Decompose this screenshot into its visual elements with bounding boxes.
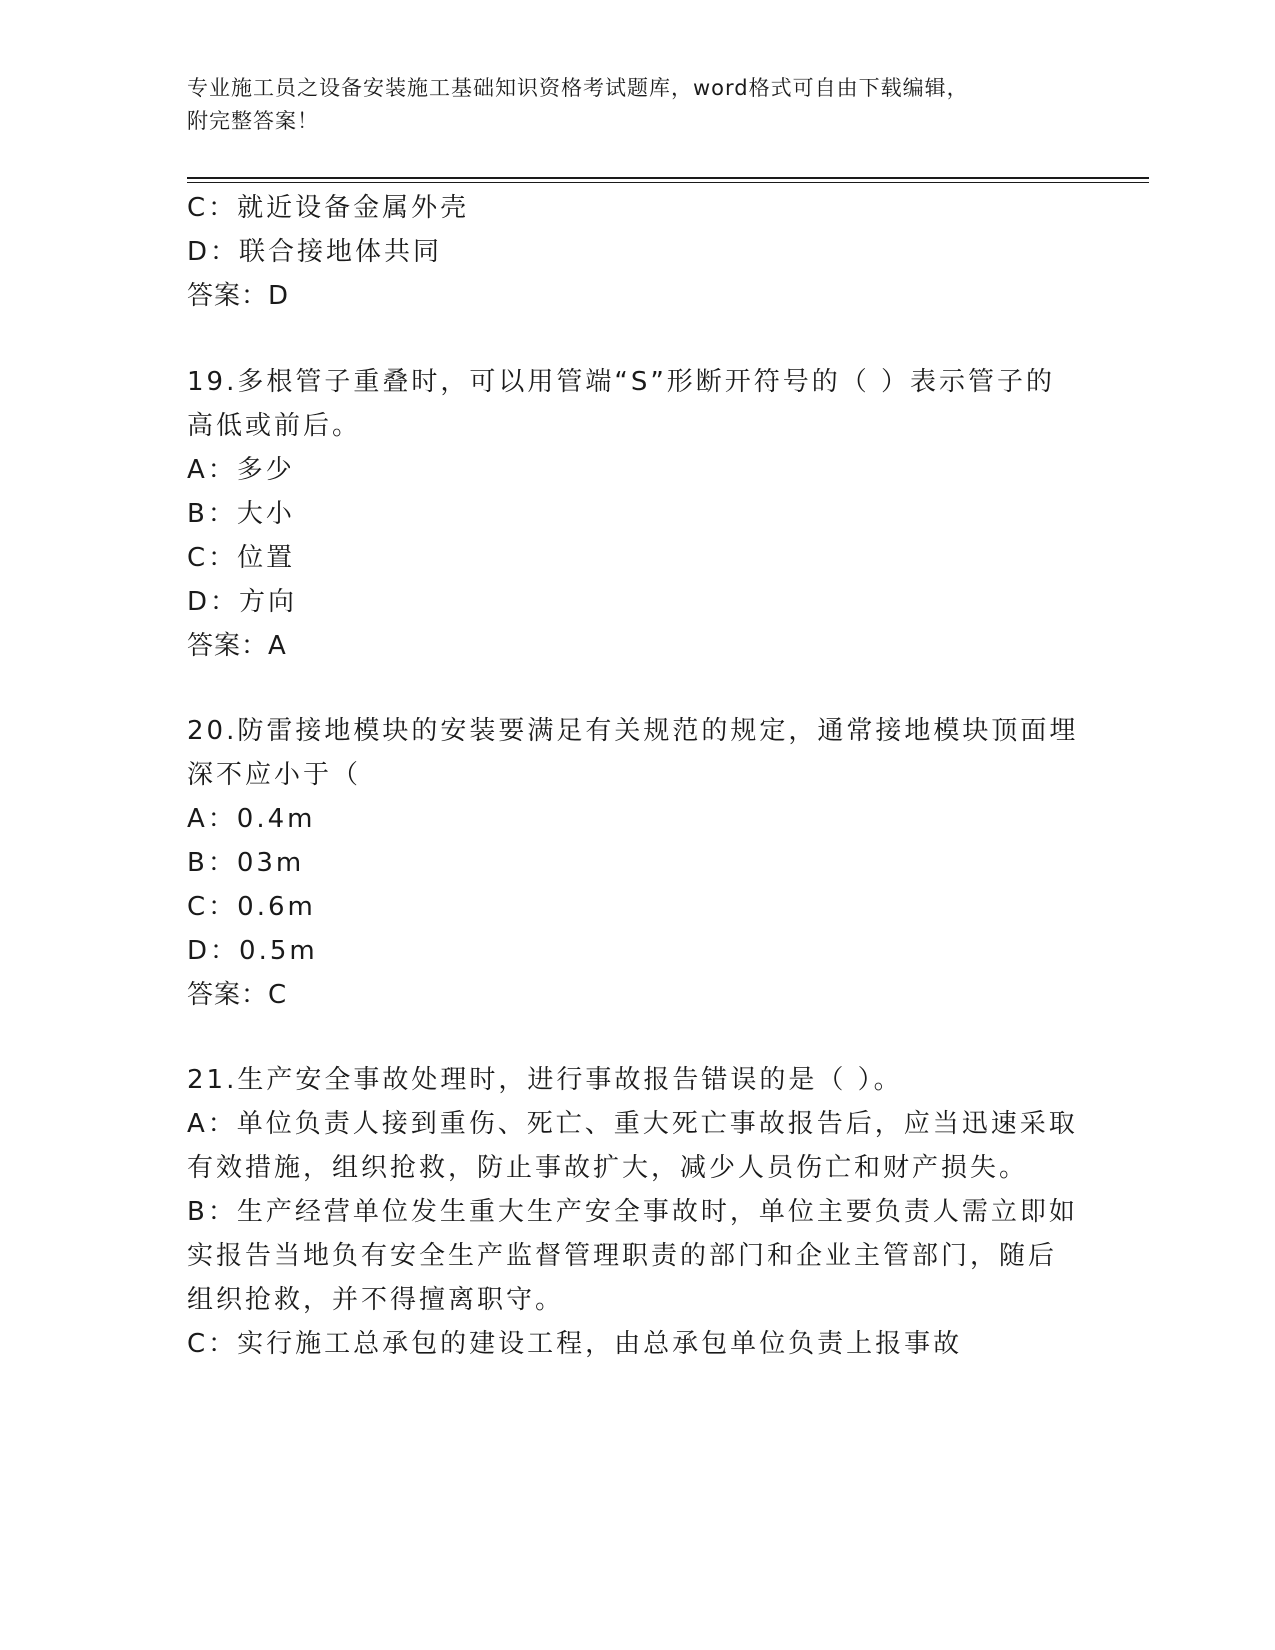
header-divider-thick: [187, 177, 1149, 179]
document-header: [187, 72, 1067, 138]
question-21-option-a-line-1: A：单位负责人接到重伤、死亡、重大死亡事故报告后，应当迅速采取: [187, 1109, 1078, 1139]
option-c: C：就近设备金属外壳: [187, 193, 470, 223]
question-19-answer: 答案：A: [187, 631, 287, 661]
header-divider-thin: [187, 182, 1149, 183]
question-20-line-2: 深不应小于（: [187, 760, 362, 790]
question-19-option-c: C：位置: [187, 543, 296, 573]
question-19-option-a: A：多少: [187, 455, 295, 485]
question-21-option-b-line-2: 实报告当地负有安全生产监督管理职责的部门和企业主管部门，随后: [187, 1241, 1058, 1271]
option-d: D：联合接地体共同: [187, 237, 443, 267]
question-19-line-1: 19.多根管子重叠时，可以用管端“S”形断开符号的（ ）表示管子的: [187, 367, 1056, 397]
question-19-option-b: B：大小: [187, 499, 295, 529]
header-line-1: 专业施工员之设备安装施工基础知识资格考试题库，word格式可自由下载编辑，: [187, 76, 969, 100]
header-line-2: 附完整答案！: [187, 109, 319, 133]
answer-line: 答案：D: [187, 281, 290, 311]
question-20-line-1: 20.防雷接地模块的安装要满足有关规范的规定，通常接地模块顶面埋: [187, 716, 1079, 746]
question-20-option-a: A：0.4m: [187, 804, 316, 834]
question-19-option-d: D：方向: [187, 587, 298, 617]
question-21-option-c: C：实行施工总承包的建设工程，由总承包单位负责上报事故: [187, 1329, 963, 1359]
question-20-answer: 答案：C: [187, 980, 288, 1010]
question-19-line-2: 高低或前后。: [187, 411, 362, 441]
question-21-option-b-line-3: 组织抢救，并不得擅离职守。: [187, 1285, 565, 1315]
question-21-option-b-line-1: B：生产经营单位发生重大生产安全事故时，单位主要负责人需立即如: [187, 1197, 1078, 1227]
question-20-option-b: B：03m: [187, 848, 305, 878]
question-20-option-c: C：0.6m: [187, 892, 316, 922]
question-20-option-d: D：0.5m: [187, 936, 318, 966]
question-21-line-1: 21.生产安全事故处理时，进行事故报告错误的是（ ）。: [187, 1065, 903, 1095]
question-21-option-a-line-2: 有效措施，组织抢救，防止事故扩大，减少人员伤亡和财产损失。: [187, 1153, 1029, 1183]
